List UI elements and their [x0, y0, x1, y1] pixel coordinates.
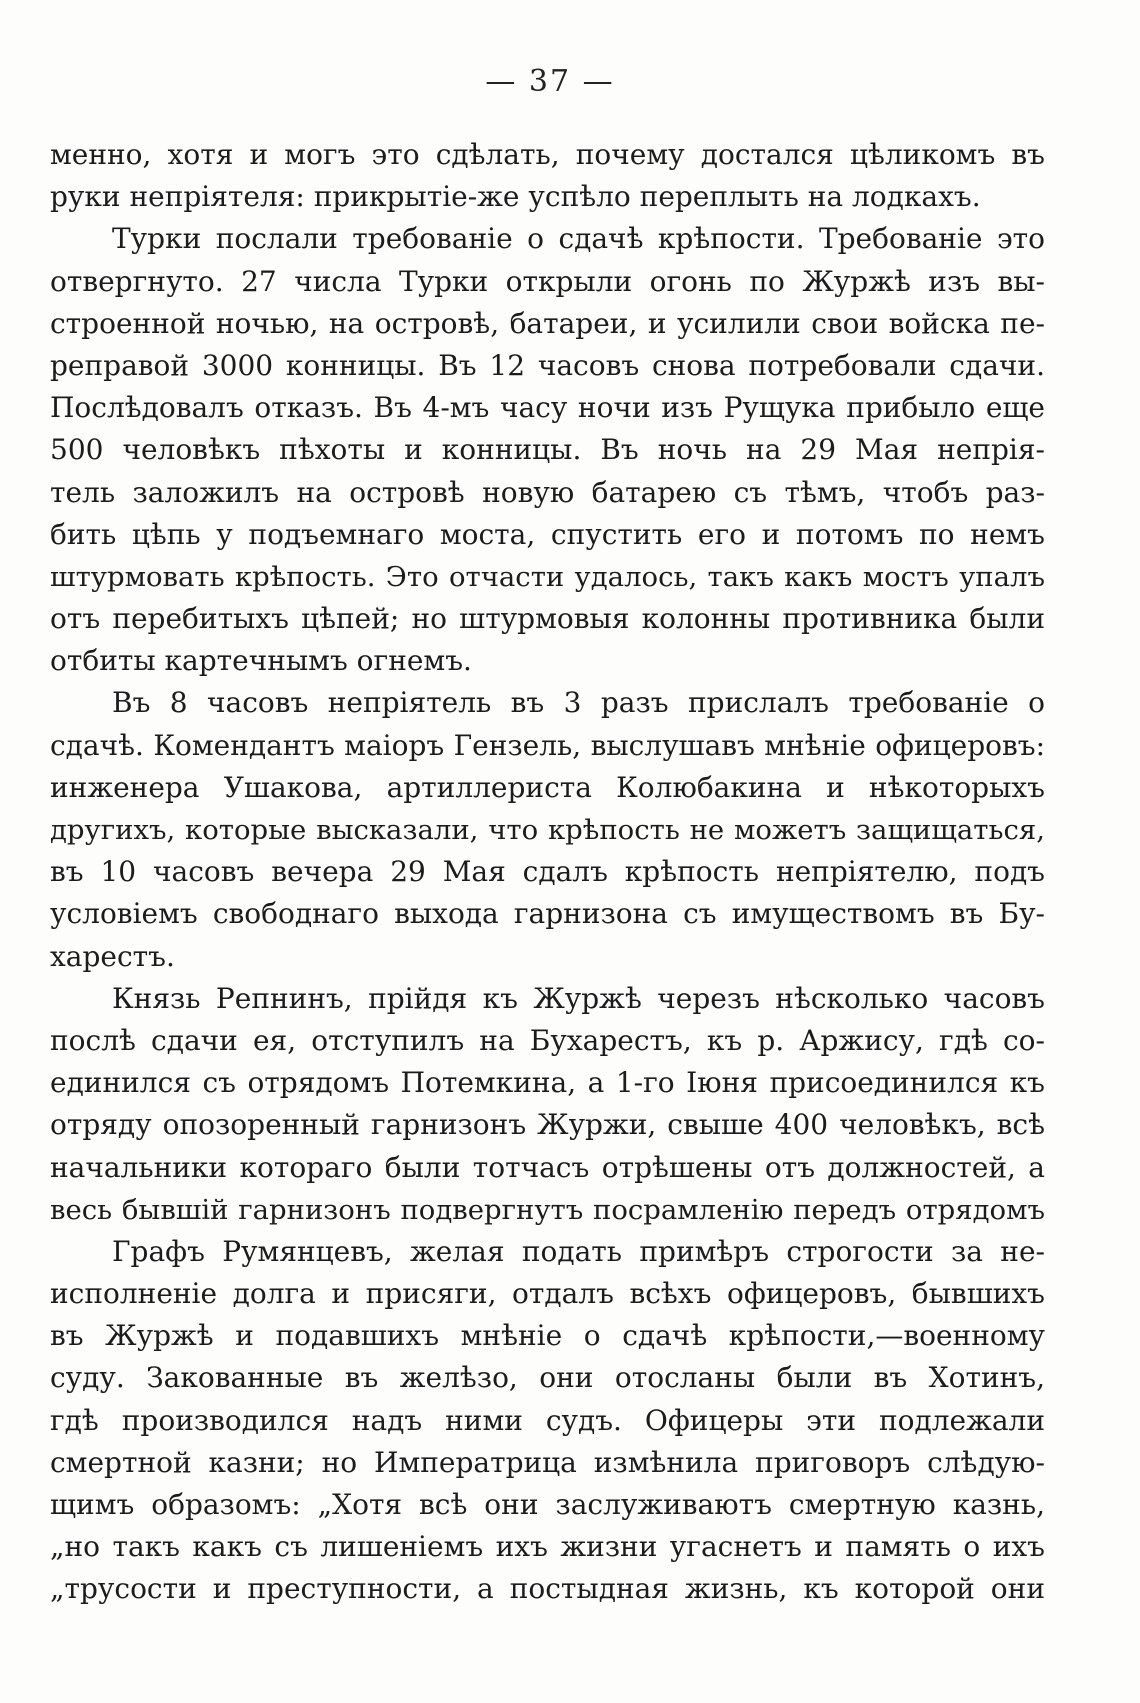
- text-line: харестъ.: [50, 939, 175, 973]
- text-line: реправой 3000 конницы. Въ 12 часовъ снова потребовали сдачи.: [50, 348, 1045, 382]
- text-line: штурмовать крѣпость. Это отчасти удалось, такъ какъ мостъ упалъ: [50, 560, 1045, 593]
- text-line: бить цѣпь у подъемнаго моста, спустить его и потомъ по немъ: [50, 517, 1045, 551]
- text-line: въ Журжѣ и подавшихъ мнѣніе о сдачѣ крѣпости,—военному: [50, 1319, 1045, 1353]
- text-line: сдачѣ. Комендантъ маіоръ Гензель, выслушавъ мнѣніе офицеровъ:: [50, 728, 1045, 762]
- text-line: Въ 8 часовъ непріятель въ 3 разъ прислалъ требованіе о: [112, 686, 1045, 720]
- text-line: отвергнуто. 27 числа Турки открыли огонь по Журжѣ изъ вы-: [50, 264, 1045, 298]
- text-line: отбиты картечнымъ огнемъ.: [50, 644, 472, 678]
- text-line: строенной ночью, на островѣ, батареи, и усилили свои войска пе-: [50, 306, 1045, 340]
- text-line: инженера Ушакова, артиллериста Колюбакина и нѣкоторыхъ: [50, 770, 1045, 804]
- text-line: исполненіе долга и присяги, отдалъ всѣхъ офицеровъ, бывшихъ: [50, 1277, 1045, 1311]
- page-number: — 37 —: [485, 64, 615, 99]
- text-line: единился съ отрядомъ Потемкина, а 1-го Іюня присоединился къ: [50, 1066, 1045, 1100]
- text-line: отъ перебитыхъ цѣпей; но штурмовыя колонны противника были: [50, 602, 1045, 636]
- text-line: щимъ образомъ: „Хотя всѣ они заслуживаютъ смертную казнь,: [50, 1488, 1045, 1521]
- text-line: 500 человѣкъ пѣхоты и конницы. Въ ночь на 29 Мая непрія-: [50, 433, 1045, 467]
- text-line: гдѣ производился надъ ними судъ. Офицеры эти подлежали: [50, 1403, 1045, 1437]
- text-line: „трусости и преступности, а постыдная жизнь, къ которой они: [50, 1572, 1045, 1606]
- text-line: начальники котораго были тотчасъ отрѣшены отъ должностей, а: [50, 1150, 1045, 1184]
- text-line: смертной казни; но Императрица измѣнила приговоръ слѣдую-: [50, 1445, 1045, 1479]
- text-line: менно, хотя и могъ это сдѣлать, почему достался цѣликомъ въ: [50, 138, 1045, 171]
- text-line: другихъ, которые высказали, что крѣпость не можетъ защищаться,: [50, 814, 1045, 846]
- text-line: Графъ Румянцевъ, желая подать примѣръ строгости за не-: [112, 1234, 1045, 1268]
- text-line: Турки послали требованіе о сдачѣ крѣпости. Требованіе это: [112, 222, 1045, 256]
- text-line: Послѣдовалъ отказъ. Въ 4-мъ часу ночи изъ Рущука прибыло еще: [50, 391, 1045, 425]
- text-line: суду. Закованные въ желѣзо, они отосланы были въ Хотинъ,: [50, 1361, 1045, 1395]
- text-line: Князь Репнинъ, прійдя къ Журжѣ черезъ нѣсколько часовъ: [112, 981, 1045, 1015]
- text-line: отряду опозоренный гарнизонъ Журжи, свыше 400 человѣкъ, всѣ: [50, 1108, 1045, 1142]
- text-line: весь бывшій гарнизонъ подвергнутъ посрамленію передъ отрядомъ: [50, 1193, 1045, 1226]
- text-line: условіемъ свободнаго выхода гарнизона съ имуществомъ въ Бу-: [50, 897, 1045, 931]
- text-line: въ 10 часовъ вечера 29 Мая сдалъ крѣпость непріятелю, подъ: [50, 855, 1045, 889]
- body-text: [50, 134, 1045, 1611]
- text-line: руки непріятеля: прикрытіе-же успѣло переплыть на лодкахъ.: [50, 180, 981, 214]
- text-line: послѣ сдачи ея, отступилъ на Бухарестъ, къ р. Аржису, гдѣ со-: [50, 1023, 1045, 1057]
- text-line: тель заложилъ на островѣ новую батарею съ тѣмъ, чтобъ раз-: [50, 475, 1045, 509]
- text-line: „но такъ какъ съ лишеніемъ ихъ жизни угаснетъ и память о ихъ: [50, 1530, 1045, 1564]
